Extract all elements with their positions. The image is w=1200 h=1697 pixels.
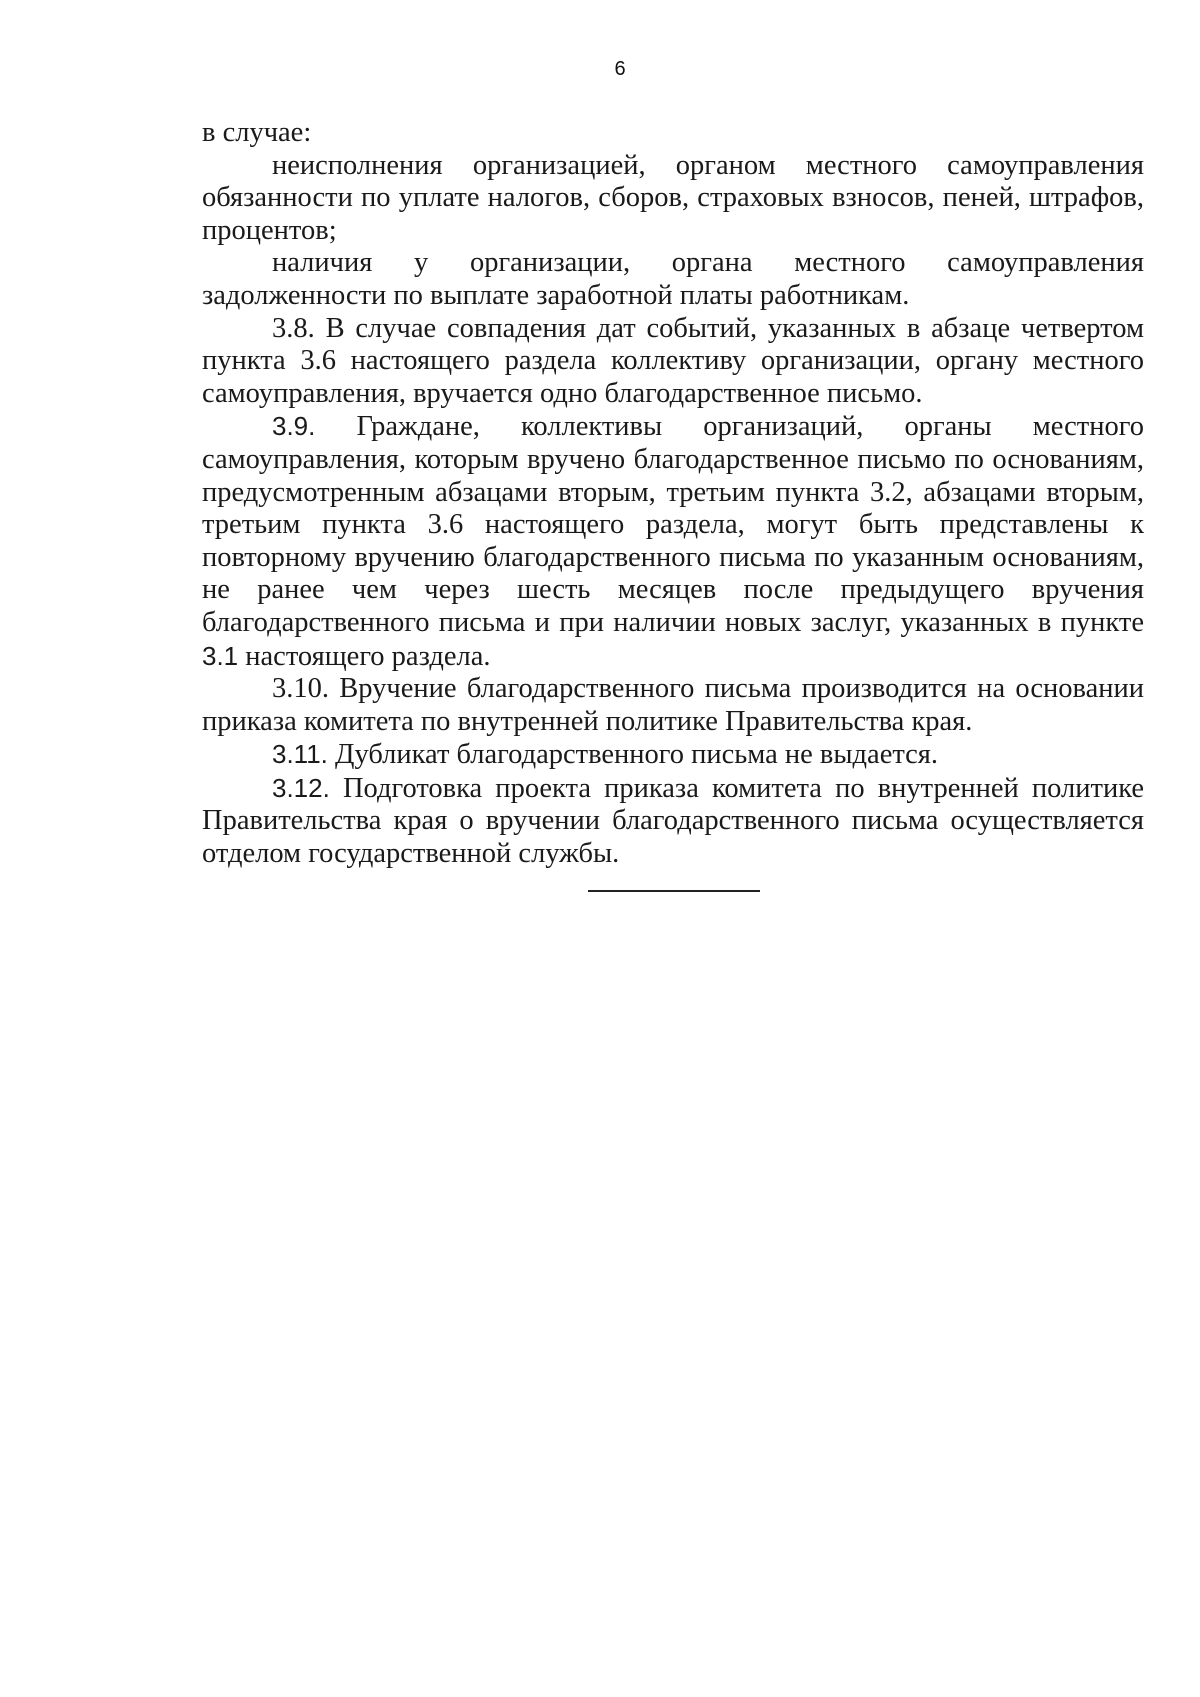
clause-reference-3-1: 3.1 xyxy=(202,640,239,671)
clause-text-3-9: Граждане, коллективы организаций, органы местного самоуправления, которым вручено благодарственное письмо по основаниям, предусмотренным абзацами вторым, третьим пункта 3.2, абзацами вторым, третьим пункта 3.6 настоящего раздела, могут быть представлены к повторному вручению благодарственного письма по указанным основаниям, не ранее чем через шесть месяцев после предыдущего вручения благодарственного письма и при наличии новых заслуг, указанных в пункте xyxy=(202,411,1144,638)
clause-number-3-11: 3.11. xyxy=(272,739,328,770)
paragraph-intro: в случае: xyxy=(202,117,312,148)
clause-text-3-12: Подготовка проекта приказа комитета по внутренней политике Правительства края о вручении благодарственного письма осуществляется отделом государственной службы. xyxy=(202,772,1144,870)
clause-number-3-12: 3.12. xyxy=(272,772,330,803)
paragraph-3-10: 3.10. Вручение благодарственного письма производится на основании приказа комитета по внутренней политике Правительства края. xyxy=(202,673,1144,737)
end-of-document-rule xyxy=(588,890,760,892)
paragraph-non-fulfillment: неисполнения организацией, органом местного самоуправления обязанности по уплате налогов, сборов, страховых взносов, пеней, штрафов, процентов; xyxy=(202,149,1144,246)
page-number: 6 xyxy=(614,58,626,80)
clause-text-3-9-end: настоящего раздела. xyxy=(238,640,491,672)
document-body xyxy=(202,117,1144,871)
paragraph-salary-debt: наличия у организации, органа местного самоуправления задолженности по выплате заработной платы работникам. xyxy=(202,247,1144,311)
clause-text-3-11: Дубликат благодарственного письма не выдается. xyxy=(327,739,939,771)
paragraph-3-9 xyxy=(202,410,1144,673)
paragraph-3-12 xyxy=(202,772,1144,871)
paragraph-3-11 xyxy=(202,738,1144,772)
clause-number-3-9: 3.9. xyxy=(272,411,316,442)
paragraph-3-8: 3.8. В случае совпадения дат событий, указанных в абзаце четвертом пункта 3.6 настоящего раздела коллективу организации, органу местного самоуправления, вручается одно благодарственное письмо. xyxy=(202,312,1144,409)
